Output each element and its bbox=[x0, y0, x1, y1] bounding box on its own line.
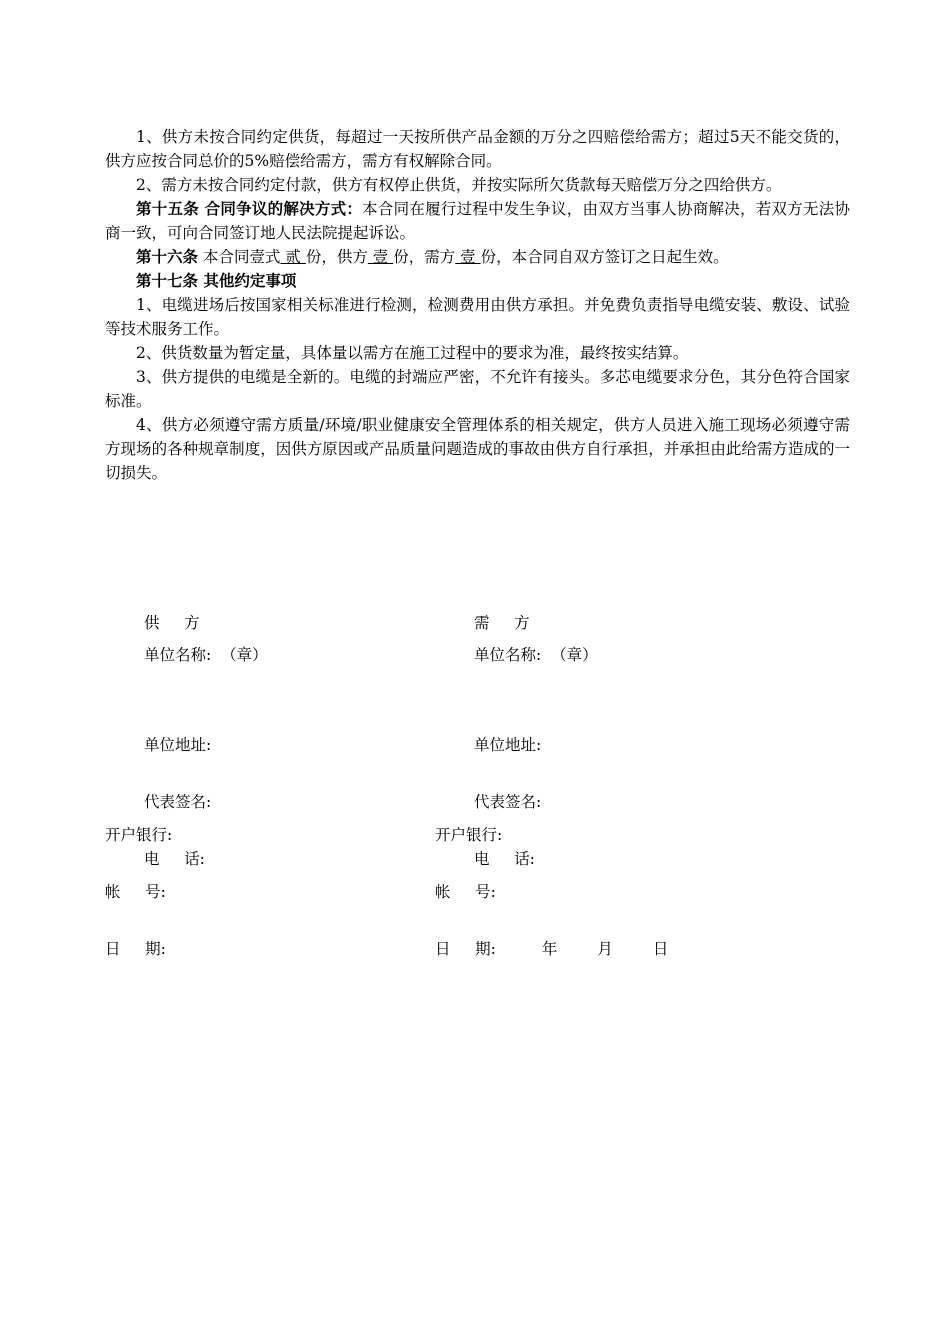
article-16-text-a: 本合同壹式 bbox=[198, 248, 281, 266]
contract-clauses bbox=[105, 125, 850, 485]
article-15-title: 第十五条 合同争议的解决方式： bbox=[136, 199, 363, 218]
supplier-date: 日 期: bbox=[105, 940, 166, 958]
copies-buyer-field: 壹 bbox=[455, 248, 481, 266]
buyer-representative: 代表签名: bbox=[474, 793, 542, 811]
article-17-item-4: 4、供方必须遵守需方质量/环境/职业健康安全管理体系的相关规定，供方人员进入施工现场必须遵守需方现场的各种规章制度，因供方原因或产品质量问题造成的事故由供方自行承担，并承担由此给需方造成的一切损失。 bbox=[105, 416, 850, 482]
buyer-bank: 开户银行: bbox=[435, 826, 503, 844]
supplier-unit-name: 单位名称: （章） bbox=[144, 646, 268, 664]
buyer-date: 日 期: bbox=[435, 940, 496, 958]
buyer-date-year: 年 bbox=[541, 940, 558, 958]
buyer-date-month: 月 bbox=[597, 940, 613, 958]
copies-supplier-field: 壹 bbox=[367, 248, 394, 266]
supplier-bank: 开户银行: bbox=[105, 826, 173, 844]
article-17-title: 第十七条 其他约定事项 bbox=[136, 271, 297, 290]
article-16 bbox=[105, 245, 850, 269]
buyer-date-row bbox=[435, 940, 668, 959]
clause-buyer-penalty: 2、需方未按合同约定付款，供方有权停止供货，并按实际所欠货款每天赔偿万分之四给供方。 bbox=[136, 176, 782, 194]
buyer-account: 帐 号: bbox=[435, 883, 496, 901]
article-15 bbox=[105, 197, 850, 245]
buyer-bank-block bbox=[435, 788, 668, 997]
article-17-item-2: 2、供货数量为暂定量，具体量以需方在施工过程中的要求为准，最终按实结算。 bbox=[136, 344, 689, 362]
article-17-item-3: 3、供方提供的电缆是全新的。电缆的封端应严密，不允许有接头。多芯电缆要求分色，其分色符合国家标准。 bbox=[105, 368, 850, 410]
buyer-unit-name: 单位名称: （章） bbox=[474, 646, 598, 664]
copies-total-field: 贰 bbox=[280, 248, 306, 266]
supplier-phone: 电 话: bbox=[144, 850, 205, 868]
supplier-account: 帐 号: bbox=[105, 883, 166, 901]
article-15-text: 本合同在履行过程中发生争议，由双方当事人协商解决，若双方无法协商一致，可向合同签订地人民法院提起诉讼。 bbox=[105, 200, 850, 242]
clause-supplier-penalty: 1、供方未按合同约定供货，每超过一天按所供产品金额的万分之四赔偿给需方；超过5天不能交货的，供方应按合同总价的5%赔偿给需方，需方有权解除合同。 bbox=[105, 128, 850, 170]
supplier-heading: 供 方 bbox=[144, 614, 200, 632]
article-16-title: 第十六条 bbox=[136, 247, 199, 266]
article-16-text-c: 份，需方 bbox=[393, 248, 456, 266]
supplier-bank-block bbox=[105, 788, 172, 997]
article-16-text-b: 份，供方 bbox=[305, 248, 368, 266]
buyer-date-day: 日 bbox=[652, 940, 669, 958]
supplier-representative: 代表签名: bbox=[144, 793, 212, 811]
article-17-item-1: 1、电缆进场后按国家相关标准进行检测，检测费用由供方承担。并免费负责指导电缆安装、敷设、试验等技术服务工作。 bbox=[105, 296, 850, 338]
supplier-address: 单位地址: bbox=[144, 736, 212, 754]
buyer-phone: 电 话: bbox=[474, 850, 535, 868]
article-16-text-d: 份，本合同自双方签订之日起生效。 bbox=[480, 248, 729, 266]
buyer-heading: 需 方 bbox=[474, 614, 530, 632]
buyer-address: 单位地址: bbox=[474, 736, 542, 754]
